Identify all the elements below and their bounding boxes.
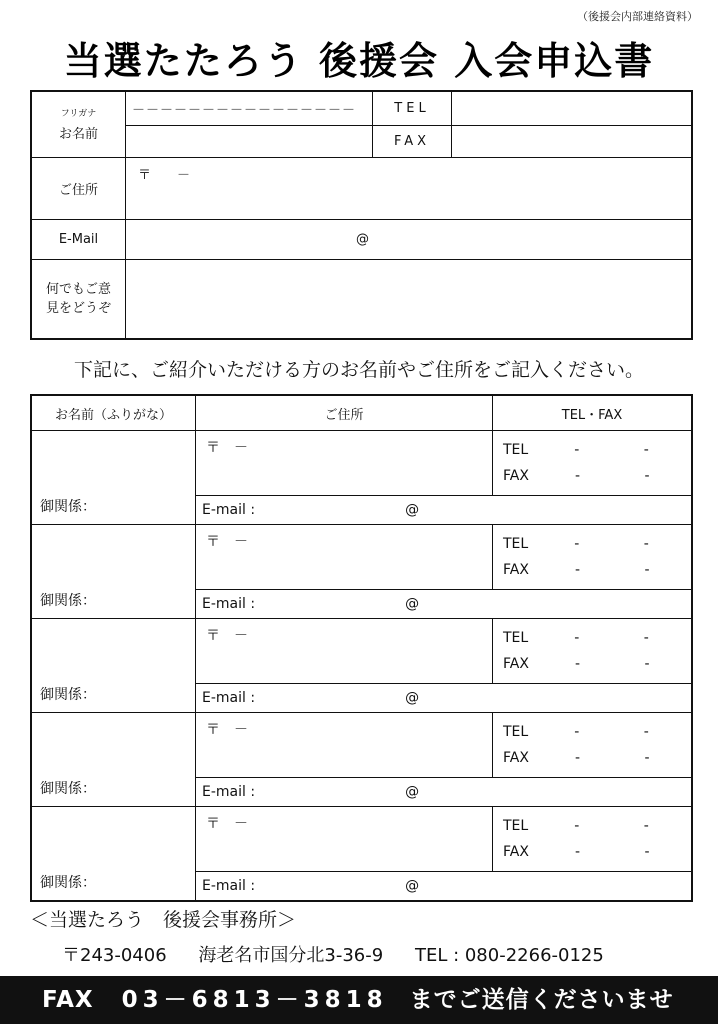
header-telfax: TEL・FAX xyxy=(493,395,693,431)
fax-dashes: - - xyxy=(574,844,680,860)
at-mark: @ xyxy=(405,784,420,800)
furigana-input[interactable]: －－－－－－－－－－－－－－－－ xyxy=(126,91,373,125)
comment-label-cell xyxy=(31,259,126,339)
email-input[interactable]: @ xyxy=(126,219,693,259)
page-title: 当選たたろう 後援会 入会申込書 xyxy=(63,39,655,83)
fax-number: 03－6813－3818 xyxy=(121,987,388,1013)
referral-table xyxy=(30,394,693,902)
referral-address-input[interactable]: 〒 － xyxy=(196,713,493,778)
tel-label: TEL xyxy=(503,724,529,740)
fax-label: FAX xyxy=(503,468,529,484)
at-mark: @ xyxy=(405,596,420,612)
referral-telfax-input[interactable] xyxy=(493,619,693,684)
fax-banner xyxy=(0,976,718,1024)
email-label: E-mail : xyxy=(202,878,256,894)
tel-label: TEL xyxy=(503,630,529,646)
header-address: ご住所 xyxy=(196,395,493,431)
relation-cell[interactable]: 御関係： xyxy=(31,713,196,807)
fax-label: FAX xyxy=(503,750,529,766)
document-note: （後援会内部連絡資料） xyxy=(577,10,698,23)
tel-dashes: - - xyxy=(574,724,679,740)
at-mark: @ xyxy=(405,690,420,706)
email-label: E-mail : xyxy=(202,690,256,706)
at-mark: @ xyxy=(405,878,420,894)
referral-telfax-input[interactable] xyxy=(493,525,693,590)
address-label: ご住所 xyxy=(31,157,126,219)
email-label: E-mail : xyxy=(202,784,256,800)
name-input[interactable] xyxy=(126,125,373,157)
office-tel: TEL : 080-2266-0125 xyxy=(414,945,604,966)
name-label-cell xyxy=(31,91,126,157)
name-label: お名前 xyxy=(58,127,98,143)
fax-label: FAX xyxy=(503,562,529,578)
furigana-label: フリガナ xyxy=(60,109,97,120)
email-label: E-mail : xyxy=(202,502,256,518)
tel-dashes: - - xyxy=(574,818,679,834)
at-mark: @ xyxy=(405,502,420,518)
office-postal: 〒243-0406 xyxy=(62,945,167,966)
tel-input[interactable] xyxy=(452,91,693,125)
fax-message: までご送信くださいませ xyxy=(409,987,674,1013)
referral-email-input[interactable] xyxy=(196,872,693,902)
referral-address-input[interactable]: 〒 － xyxy=(196,807,493,872)
relation-cell[interactable]: 御関係： xyxy=(31,525,196,619)
fax-dashes: - - xyxy=(574,750,680,766)
referral-telfax-input[interactable] xyxy=(493,807,693,872)
tel-label: TEL xyxy=(503,818,529,834)
referral-address-input[interactable]: 〒 － xyxy=(196,619,493,684)
address-input[interactable]: 〒 － xyxy=(126,157,693,219)
tel-label: TEL xyxy=(503,536,529,552)
referral-email-input[interactable] xyxy=(196,496,693,525)
fax-dashes: - - xyxy=(574,562,680,578)
fax-input[interactable] xyxy=(452,125,693,157)
tel-dashes: - - xyxy=(574,536,679,552)
fax-banner-label: FAX xyxy=(42,987,94,1013)
referral-email-input[interactable] xyxy=(196,684,693,713)
fax-dashes: - - xyxy=(574,656,680,672)
referral-address-input[interactable]: 〒 － xyxy=(196,431,493,496)
comment-input[interactable] xyxy=(126,259,693,339)
email-label: E-mail : xyxy=(202,596,256,612)
tel-label: TEL xyxy=(503,442,529,458)
fax-label: FAX xyxy=(373,125,452,157)
referral-email-input[interactable] xyxy=(196,778,693,807)
relation-cell[interactable]: 御関係： xyxy=(31,807,196,902)
header-name: お名前（ふりがな） xyxy=(31,395,196,431)
referral-telfax-input[interactable] xyxy=(493,713,693,778)
tel-dashes: - - xyxy=(574,442,679,458)
referral-instruction: 下記に、ご紹介いただける方のお名前やご住所をご記入ください。 xyxy=(73,359,644,381)
fax-label: FAX xyxy=(503,656,529,672)
office-name: ＜当選たろう 後援会事務所＞ xyxy=(30,909,297,931)
referral-address-input[interactable]: 〒 － xyxy=(196,525,493,590)
relation-cell[interactable]: 御関係： xyxy=(31,619,196,713)
email-label: E-Mail xyxy=(31,219,126,259)
tel-label: TEL xyxy=(373,91,452,125)
comment-label: 何でもご意見をどうぞ xyxy=(45,281,111,316)
fax-dashes: - - xyxy=(574,468,680,484)
office-address: 海老名市国分北3-36-9 xyxy=(198,945,384,966)
office-address-line xyxy=(62,941,630,967)
referral-telfax-input[interactable] xyxy=(493,431,693,496)
relation-cell[interactable]: 御関係： xyxy=(31,431,196,525)
tel-dashes: - - xyxy=(574,630,679,646)
member-form-table xyxy=(30,90,693,340)
referral-email-input[interactable] xyxy=(196,590,693,619)
fax-label: FAX xyxy=(503,844,529,860)
